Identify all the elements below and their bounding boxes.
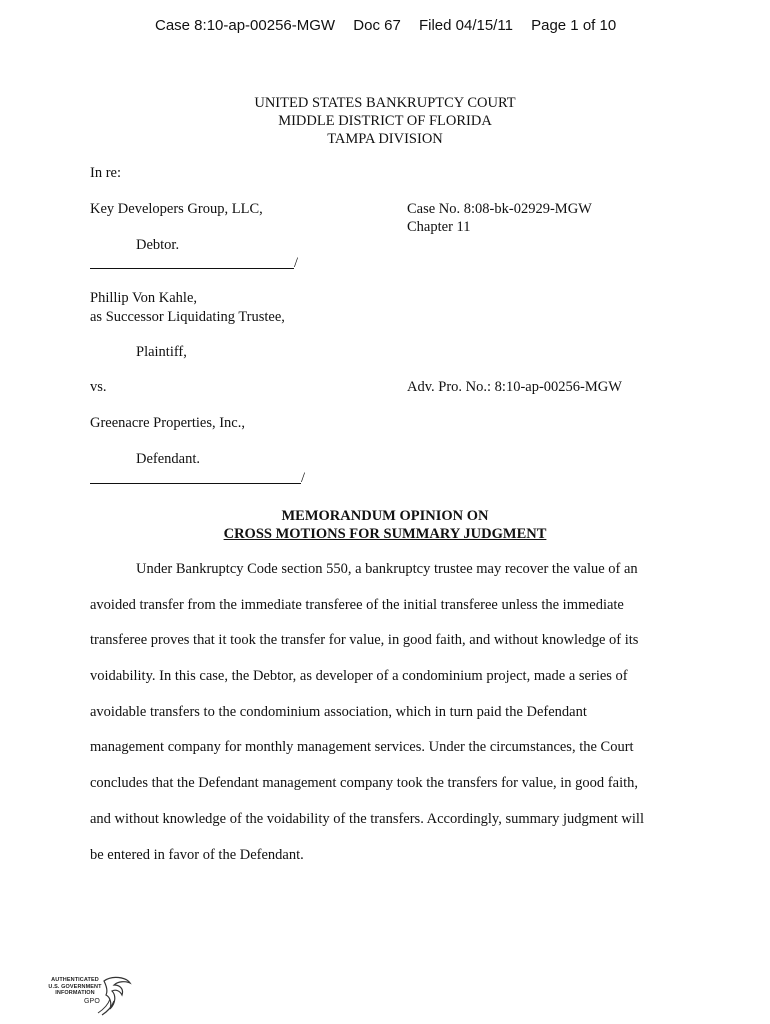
body-line: and without knowledge of the voidability of the transfers. Accordingly, summary judgment will [90,811,644,827]
header-doc-number: Doc 67 [353,17,401,34]
court-district: MIDDLE DISTRICT OF FLORIDA [278,113,492,129]
seal-gpo-mark: GPO [84,998,100,1005]
body-line: transferee proves that it took the transfer for value, in good faith, and without knowledge of its [90,632,639,648]
opinion-title-line-2: CROSS MOTIONS FOR SUMMARY JUDGMENT [223,526,547,542]
caption-plaintiff-role: Plaintiff, [136,344,187,360]
body-line: voidability. In this case, the Debtor, as developer of a condominium project, made a series of [90,668,628,684]
body-line: avoidable transfers to the condominium association, which in turn paid the Defendant [90,704,587,720]
eagle-icon [96,975,136,1017]
seal-line-2: U.S. GOVERNMENT [48,983,102,990]
body-line: Under Bankruptcy Code section 550, a bankruptcy trustee may recover the value of an [136,561,638,577]
opinion-title [0,507,770,543]
caption-vs: vs. [90,379,107,395]
caption-in-re: In re: [90,165,121,181]
seal-line-3: INFORMATION [55,990,95,996]
caption-rule-1 [90,268,294,269]
gpo-authentication-seal [44,975,134,1017]
court-division: TAMPA DIVISION [327,131,443,147]
seal-line-1: AUTHENTICATED [51,977,99,983]
caption-rule-1-end: / [294,255,299,271]
caption-plaintiff-name: Phillip Von Kahle, [90,290,198,306]
body-line: concludes that the Defendant management company took the transfers for value, in good faith, [90,775,638,791]
header-case-number: Case 8:10-ap-00256-MGW [155,17,336,34]
caption-debtor-role: Debtor. [136,237,180,253]
body-line: be entered in favor of the Defendant. [90,847,304,863]
court-heading [0,94,770,148]
caption-rule-2-end: / [301,470,306,486]
caption-case-number: Case No. 8:08-bk-02929-MGW [407,201,592,217]
header-page-count: Page 1 of 10 [531,17,617,34]
opinion-title-line-1: MEMORANDUM OPINION ON [281,508,489,524]
caption-defendant-name: Greenacre Properties, Inc., [90,415,245,431]
caption-rule-2 [90,483,301,484]
caption-plaintiff-capacity: as Successor Liquidating Trustee, [90,309,285,325]
caption-debtor-name: Key Developers Group, LLC, [90,201,263,217]
filing-header [155,17,616,34]
caption-chapter: Chapter 11 [407,219,471,235]
header-filed-date: Filed 04/15/11 [418,17,513,34]
court-name: UNITED STATES BANKRUPTCY COURT [254,95,516,111]
caption-adversary-number: Adv. Pro. No.: 8:10-ap-00256-MGW [407,379,622,395]
body-line: management company for monthly management services. Under the circumstances, the Court [90,739,634,755]
caption-defendant-role: Defendant. [136,451,201,467]
body-line: avoided transfer from the immediate transferee of the initial transferee unless the immediate [90,597,624,613]
